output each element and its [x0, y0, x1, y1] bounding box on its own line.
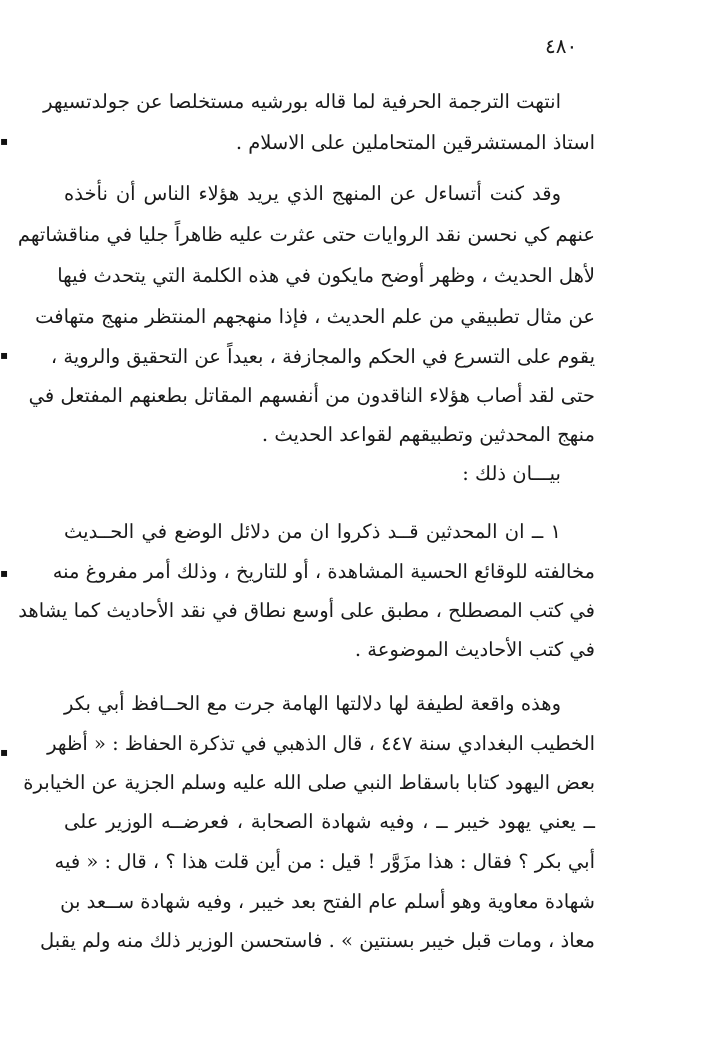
text-line: ــ يعني يهود خيبر ــ ، وفيه شهادة الصحابة ، فعرضــه الوزير على	[64, 810, 595, 833]
text-line: وقد كنت أتساءل عن المنهج الذي يريد هؤلاء الناس أن نأخذه	[64, 182, 561, 205]
margin-mark: ▪	[0, 134, 9, 148]
page-number: ٤٨٠	[545, 34, 578, 58]
text-line: حتى لقد أصاب هؤلاء الناقدون من أنفسهم المقاتل بطعنهم المفتعل في	[28, 384, 595, 407]
margin-mark: ▪	[0, 745, 9, 759]
text-line: الخطيب البغدادي سنة ٤٤٧ ، قال الذهبي في تذكرة الحفاظ : « أظهر	[47, 732, 595, 755]
text-line: مخالفته للوقائع الحسية المشاهدة ، أو للتاريخ ، وذلك أمر مفروغ منه	[52, 560, 595, 583]
text-line: في كتب المصطلح ، مطبق على أوسع نطاق في نقد الأحاديث كما يشاهد	[18, 599, 595, 622]
margin-mark: ▪	[0, 566, 9, 580]
text-line: معاذ ، ومات قبل خيبر بسنتين » . فاستحسن الوزير ذلك منه ولم يقبل	[40, 929, 595, 952]
text-line: منهج المحدثين وتطبيقهم لقواعد الحديث .	[261, 423, 595, 446]
text-line: في كتب الأحاديث الموضوعة .	[354, 638, 595, 661]
margin-mark: ▪	[0, 348, 9, 362]
text-line: وهذه واقعة لطيفة لها دلالتها الهامة جرت مع الحــافظ أبي بكر	[64, 692, 561, 715]
text-line: بعض اليهود كتابا باسقاط النبي صلى الله عليه وسلم الجزية عن الخيابرة	[23, 771, 595, 794]
text-line: لأهل الحديث ، وظهر أوضح مايكون في هذه الكلمة التي يتحدث فيها	[57, 264, 595, 287]
text-line: عن مثال تطبيقي من علم الحديث ، فإذا منهجهم المنتظر منهج متهافت	[35, 305, 595, 328]
text-line: أبي بكر ؟ فقال : هذا مزَوَّر ! قيل : من أين قلت هذا ؟ ، قال : « فيه	[54, 850, 595, 873]
text-line: يقوم على التسرع في الحكم والمجازفة ، بعيداً عن التحقيق والروية ،	[50, 345, 595, 368]
text-line: انتهت الترجمة الحرفية لما قاله بورشيه مستخلصا عن جولدتسيهر	[43, 90, 561, 113]
text-line: ١ ــ ان المحدثين قــد ذكروا ان من دلائل الوضع في الحــديث	[64, 520, 561, 543]
text-line: شهادة معاوية وهو أسلم عام الفتح بعد خيبر ، وفيه شهادة ســعد بن	[60, 890, 595, 913]
text-line: بيـــان ذلك :	[462, 462, 561, 485]
text-line: عنهم كي نحسن نقد الروايات حتى عثرت عليه ظاهراً جليا في مناقشاتهم	[17, 223, 595, 246]
text-line: استاذ المستشرقين المتحاملين على الاسلام .	[235, 131, 595, 154]
